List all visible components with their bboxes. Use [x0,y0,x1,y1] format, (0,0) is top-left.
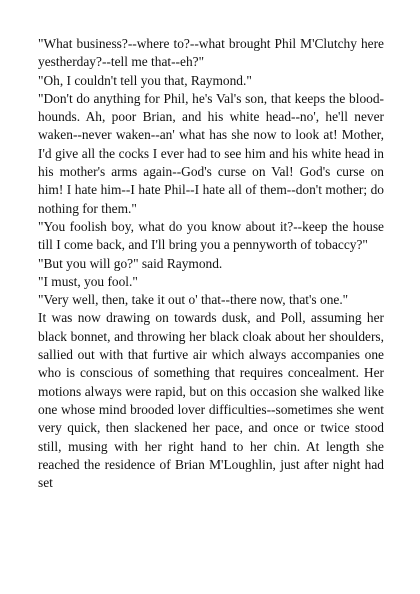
paragraph-narrative-dusk: It was now drawing on towards dusk, and Poll, assuming her black bonnet, and throwing her black cloak about her shoulders, sallied out with that furtive air which always accompanies one who is conscious of something that requires concealment. Her motions always were rapid, but on this occasion she walked like one whose mind brooded lover difficulties--sometimes she went very quick, then slackened her pace, and once or twice stood still, musing with her right hand to her chin. At length she reached the residence of Brian M'Loughlin, just after night had set [38,310,384,491]
paragraph-will-go: "But you will go?" said Raymond. [38,255,223,271]
paragraph-raymond-outburst: "Don't do anything for Phil, he's Val's son, that keeps the blood-hounds. Ah, poor Brian, and his white head--no', he'll never waken--never waken--an' what has she now to look at! Mother, I'd give all the cocks I ever had to see him and his white head in his mother's arms again--God's curse on Val! God's curse on him! I hate him--I hate Phil--I hate all of them--don't mother; do nothing for them." [38,90,384,216]
book-page [38,35,384,492]
paragraph-question-phil: "What business?--where to?--what brought Phil M'Clutchy here yestherday?--tell me that--eh?" [38,36,384,70]
paragraph-couldnt-tell: "Oh, I couldn't tell you that, Raymond." [38,72,252,88]
paragraph-must-go: "I must, you fool." [38,273,138,289]
paragraph-very-well: "Very well, then, take it out o' that--there now, that's one." [38,292,349,308]
paragraph-foolish-boy: "You foolish boy, what do you know about it?--keep the house till I come back, and I'll bring you a pennyworth of tobaccy?" [38,218,384,253]
